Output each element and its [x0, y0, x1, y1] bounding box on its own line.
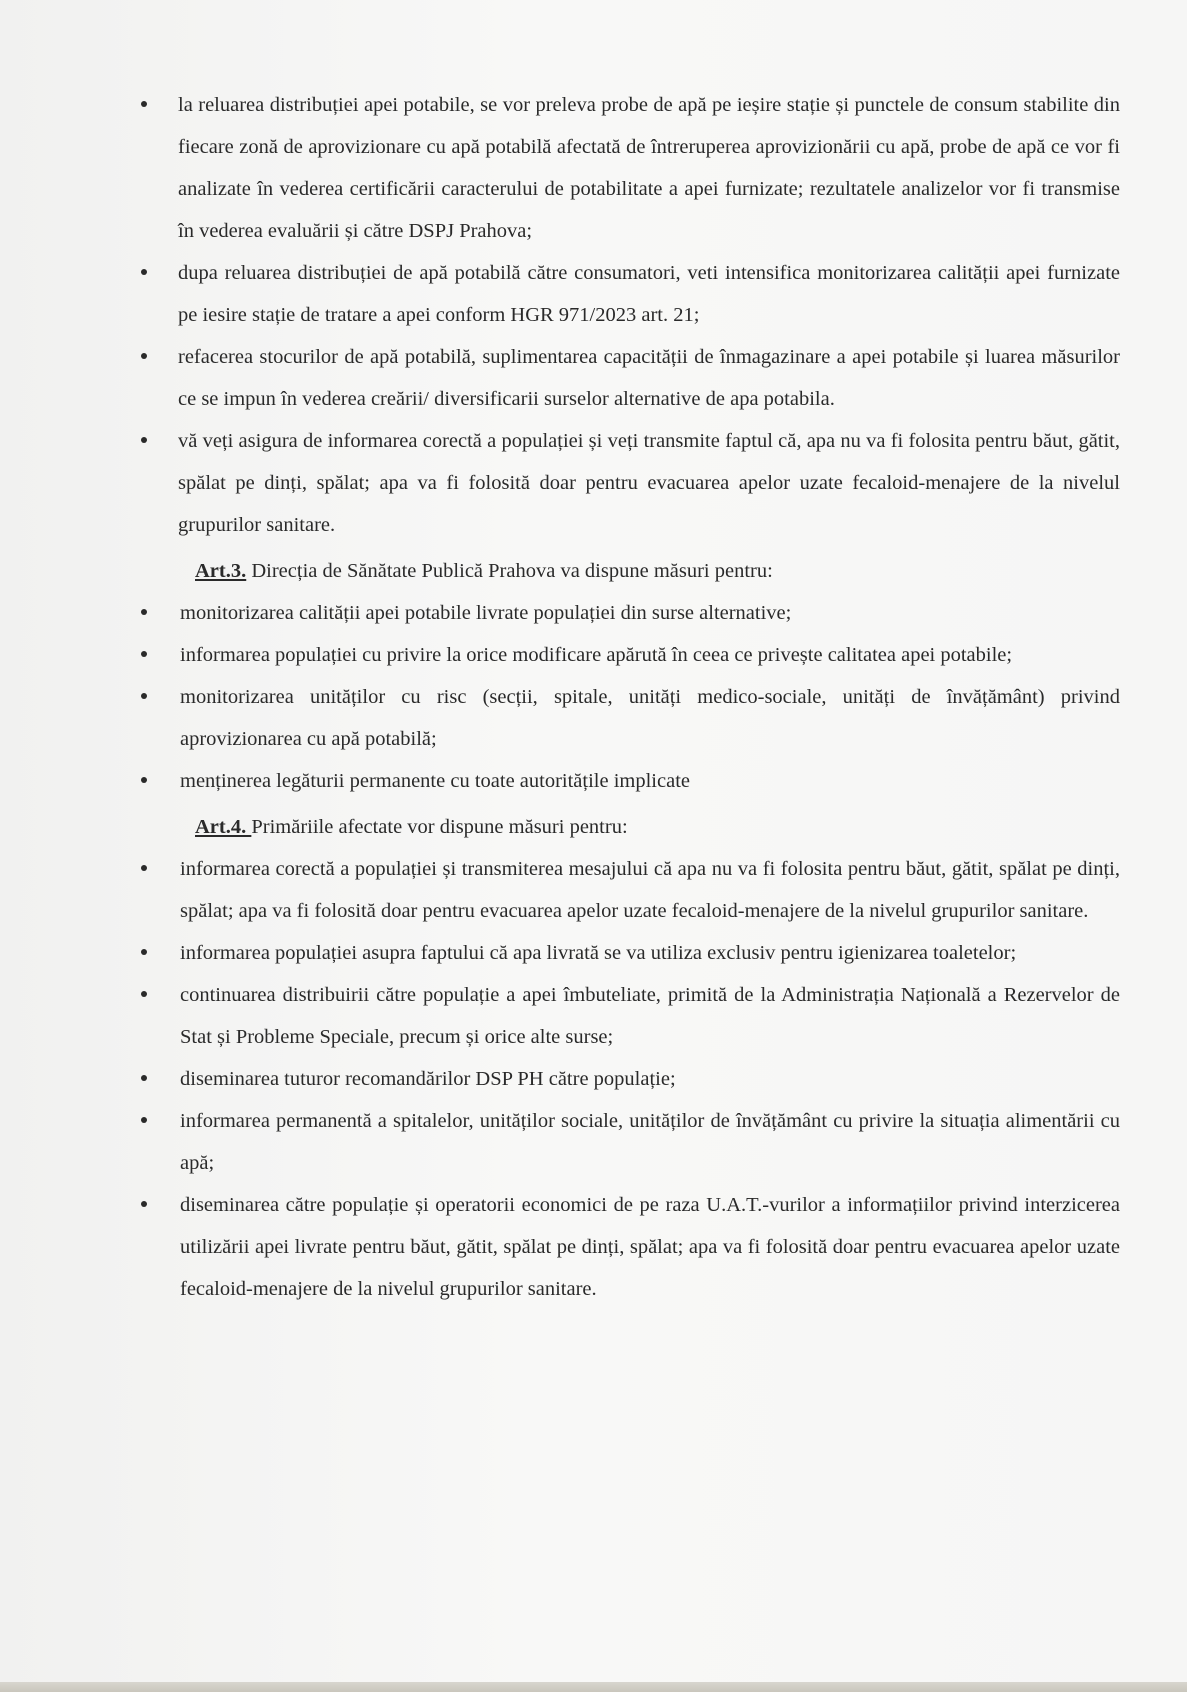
document-body: [135, 84, 1120, 1310]
article-4-heading: [135, 806, 1120, 848]
bullet-icon: [141, 693, 147, 699]
list-item-text: informarea populației cu privire la orice modificare apărută în ceea ce privește calitatea apei potabile;: [180, 644, 1013, 666]
bullet-icon: [141, 353, 147, 359]
list-item-text: monitorizarea unităților cu risc (secții, spitale, unități medico-sociale, unități de învățământ) privind aprovizionarea cu apă potabilă;: [180, 686, 1120, 750]
list-item-text: diseminarea tuturor recomandărilor DSP PH către populație;: [180, 1068, 676, 1090]
list-item-text: diseminarea către populație și operatorii economici de pe raza U.A.T.-vurilor a informațiilor privind interzicerea utilizării apei livrate pentru băut, gătit, spălat pe dinți, spălat; apa va fi folosită doar pentru evacuarea apelor uzate fecaloid-menajere de la nivelul grupurilor sanitare.: [180, 1194, 1120, 1300]
list-item-text: refacerea stocurilor de apă potabilă, suplimentarea capacității de înmagazinare a apei potabile și luarea măsurilor ce se impun în vederea creării/ diversificarii surselor alternative de apa potabila.: [178, 346, 1120, 410]
article-4-label: Art.4.: [195, 816, 252, 838]
list-item-text: la reluarea distribuției apei potabile, se vor preleva probe de apă pe ieșire stație și punctele de consum stabilite din fiecare zonă de aprovizionare cu apă potabilă afectată de întreruperea aprovizionării cu apă, probe de apă ce vor fi analizate în vederea certificării caracterului de potabilitate a apei furnizate; rezultatele analizelor vor fi transmise în vederea evaluării și către DSPJ Prahova;: [178, 94, 1120, 242]
list-item-text: dupa reluarea distribuției de apă potabilă către consumatori, veti intensifica monitorizarea calității apei furnizate pe iesire stație de tratare a apei conform HGR 971/2023 art. 21;: [178, 262, 1120, 326]
bullet-icon: [141, 1201, 147, 1207]
bullet-icon: [141, 777, 147, 783]
list-item: [135, 84, 1120, 252]
list-item: [135, 848, 1120, 932]
list-item-text: continuarea distribuirii către populație a apei îmbuteliate, primită de la Administrația Națională a Rezervelor de Stat și Probleme Speciale, precum și orice alte surse;: [180, 984, 1120, 1048]
list-item-text: informarea corectă a populației și transmiterea mesajului că apa nu va fi folosita pentru băut, gătit, spălat pe dinți, spălat; apa va fi folosită doar pentru evacuarea apelor uzate fecaloid-menajere de la nivelul grupurilor sanitare.: [180, 858, 1120, 922]
list-item: [135, 1100, 1120, 1184]
bullet-icon: [141, 1117, 147, 1123]
list-item: [135, 634, 1120, 676]
list-item-text: informarea permanentă a spitalelor, unităților sociale, unităților de învățământ cu privire la situația alimentării cu apă;: [180, 1110, 1120, 1174]
list-item: [135, 932, 1120, 974]
bullet-icon: [141, 949, 147, 955]
article-3-label: Art.3.: [195, 560, 247, 582]
list-item: [135, 420, 1120, 546]
bullet-icon: [141, 437, 147, 443]
list-item: [135, 336, 1120, 420]
bullet-icon: [141, 865, 147, 871]
article-3-intro: Direcția de Sănătate Publică Prahova va dispune măsuri pentru:: [246, 560, 773, 582]
article-3-list: [135, 592, 1120, 802]
list-item: [135, 1184, 1120, 1310]
list-item-text: menținerea legăturii permanente cu toate autoritățile implicate: [180, 770, 690, 792]
bullet-icon: [141, 651, 147, 657]
list-item-text: vă veți asigura de informarea corectă a populației și veți transmite faptul că, apa nu va fi folosita pentru băut, gătit, spălat pe dinți, spălat; apa va fi folosită doar pentru evacuarea apelor uzate fecaloid-menajere de la nivelul grupurilor sanitare.: [178, 430, 1120, 536]
list-item: [135, 676, 1120, 760]
list-item: [135, 592, 1120, 634]
measures-list-continued: [135, 84, 1120, 546]
list-item: [135, 252, 1120, 336]
bullet-icon: [141, 269, 147, 275]
bullet-icon: [141, 101, 147, 107]
bullet-icon: [141, 991, 147, 997]
page-bottom-edge: [0, 1682, 1187, 1692]
article-4-intro: Primăriile afectate vor dispune măsuri pentru:: [251, 816, 628, 838]
bullet-icon: [141, 1075, 147, 1081]
list-item-text: monitorizarea calității apei potabile livrate populației din surse alternative;: [180, 602, 792, 624]
list-item: [135, 1058, 1120, 1100]
bullet-icon: [141, 609, 147, 615]
article-4-list: [135, 848, 1120, 1310]
list-item: [135, 974, 1120, 1058]
list-item-text: informarea populației asupra faptului că apa livrată se va utiliza exclusiv pentru igienizarea toaletelor;: [180, 942, 1017, 964]
list-item: [135, 760, 1120, 802]
article-3-heading: [135, 550, 1120, 592]
